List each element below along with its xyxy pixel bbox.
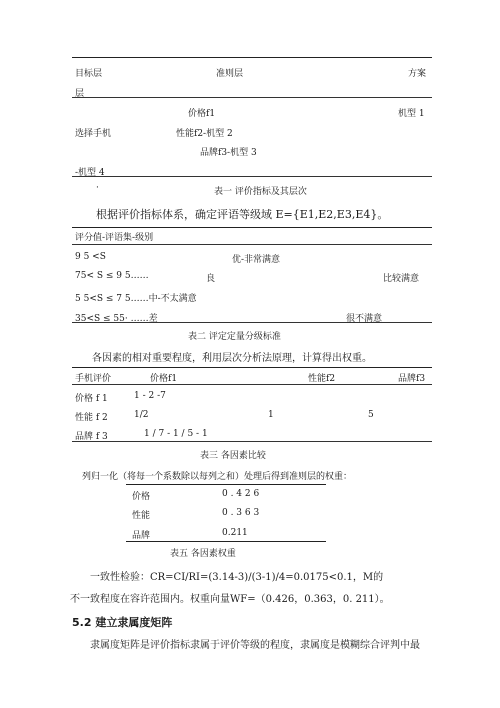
table2-row-4-left: 35<S ≤ 55· ……差 bbox=[75, 314, 158, 324]
table3-header-rule bbox=[72, 384, 432, 385]
table3-header-phone-eval: 手机评价 bbox=[75, 374, 112, 384]
table5-row-perf-value: 0 . 3 6 3 bbox=[222, 508, 260, 518]
table2-row-1-right: 优-非常满意 bbox=[232, 255, 281, 265]
table1-perf: 性能f2-机型 2 bbox=[176, 129, 233, 139]
table1-brand: 品牌f3-机型 3 bbox=[200, 148, 257, 158]
table5-row-perf-name: 性能 bbox=[132, 511, 151, 521]
table2-row-1-left: 9 5 <S bbox=[75, 252, 106, 262]
table2-header-rule bbox=[72, 244, 432, 245]
table3-caption: 表三 各因素比较 bbox=[200, 451, 266, 461]
table1-bottom-rule bbox=[72, 176, 432, 177]
table2-top-rule bbox=[72, 227, 432, 228]
table1-model1: 机型 1 bbox=[398, 109, 425, 119]
table2-caption: 表二 评定定量分级标准 bbox=[188, 332, 281, 342]
paragraph-normalization: 列归一化（将每一个系数除以每列之和）处理后得到准则层的权重： bbox=[82, 472, 353, 482]
paragraph-membership: 隶属度矩阵是评价指标隶属于评价等级的程度，隶属度是模糊综合评判中最 bbox=[90, 640, 420, 651]
table1-header-goal: 目标层 bbox=[75, 69, 103, 79]
table5-row-price-name: 价格 bbox=[132, 492, 151, 502]
table3-row-brand-values: 1 / 7 - 1 / 5 - 1 bbox=[144, 429, 208, 439]
table5-row-brand-name: 品牌 bbox=[132, 531, 151, 541]
table2-bottom-rule bbox=[72, 322, 432, 323]
table5-top-rule bbox=[126, 484, 326, 485]
table5-bottom-rule bbox=[126, 541, 326, 542]
table1-top-rule bbox=[72, 57, 432, 58]
table1-model4: -机型 4 bbox=[75, 168, 105, 178]
table1-header-rule bbox=[72, 97, 432, 98]
table3-header-price: 价格f1 bbox=[150, 374, 178, 384]
table3-row-perf-c2: 1 bbox=[268, 410, 274, 420]
table1-price: 价格f1 bbox=[188, 109, 216, 119]
table2-row-2-right: 比较满意 bbox=[383, 274, 420, 284]
table2-row-4-right: 很不满意 bbox=[346, 314, 383, 324]
table1-select-phone: 选择手机 bbox=[75, 129, 112, 139]
table3-header-performance: 性能f2 bbox=[308, 374, 336, 384]
table3-bottom-rule bbox=[72, 441, 432, 442]
table2-header: 评分值-评语集-级别 bbox=[75, 233, 154, 243]
table3-row-perf-c1: 1/2 bbox=[134, 410, 149, 420]
table2-row-2-left: 75< S ≤ 9 5…… bbox=[75, 271, 149, 281]
table5-row-brand-value: 0.211 bbox=[222, 528, 248, 538]
table3-row-brand-label: 品牌 f 3 bbox=[75, 432, 108, 442]
table1-header-goal-cont: 层 bbox=[75, 89, 85, 99]
table1-dot: · bbox=[96, 183, 99, 193]
table3-row-perf-c3: 5 bbox=[368, 410, 374, 420]
table1-caption: 表一 评价指标及其层次 bbox=[214, 187, 307, 197]
table5-caption: 表五 各因素权重 bbox=[170, 549, 236, 559]
table1-header-criteria: 准则层 bbox=[216, 69, 244, 79]
table1-header-scheme: 方案 bbox=[408, 69, 427, 79]
paragraph-evaluation-domain: 根据评价指标体系，确定评语等级域 E={E1,E2,E3,E4}。 bbox=[96, 208, 389, 221]
section-heading: 5.2 建立隶属度矩阵 bbox=[72, 616, 173, 629]
table2-row-3-left: 5 5<S ≤ 7 5……中-不太满意 bbox=[75, 294, 197, 304]
paragraph-relative-importance: 各因素的相对重要程度，利用层次分析法原理，计算得出权重。 bbox=[92, 353, 372, 364]
paragraph-consistency-line1: 一致性检验：CR=CI/RI=(3.14-3)/(3-1)/4=0.0175<0.1，M的 bbox=[90, 572, 384, 583]
table2-row-2-mid: 良 bbox=[206, 274, 216, 284]
paragraph-consistency-line2: 不一致程度在容许范围内。权重向量WF=（0.426，0.363，0. 211）。 bbox=[70, 594, 390, 605]
table3-header-brand: 品牌f3 bbox=[398, 374, 426, 384]
table3-row-perf-label: 性能 f 2 bbox=[75, 413, 108, 423]
table3-row-price-label: 价格 f 1 bbox=[75, 394, 108, 404]
table3-top-rule bbox=[72, 367, 432, 368]
table5-row-price-value: 0 . 4 2 6 bbox=[222, 489, 260, 499]
table3-row-price-values: 1 - 2 -7 bbox=[134, 391, 166, 401]
